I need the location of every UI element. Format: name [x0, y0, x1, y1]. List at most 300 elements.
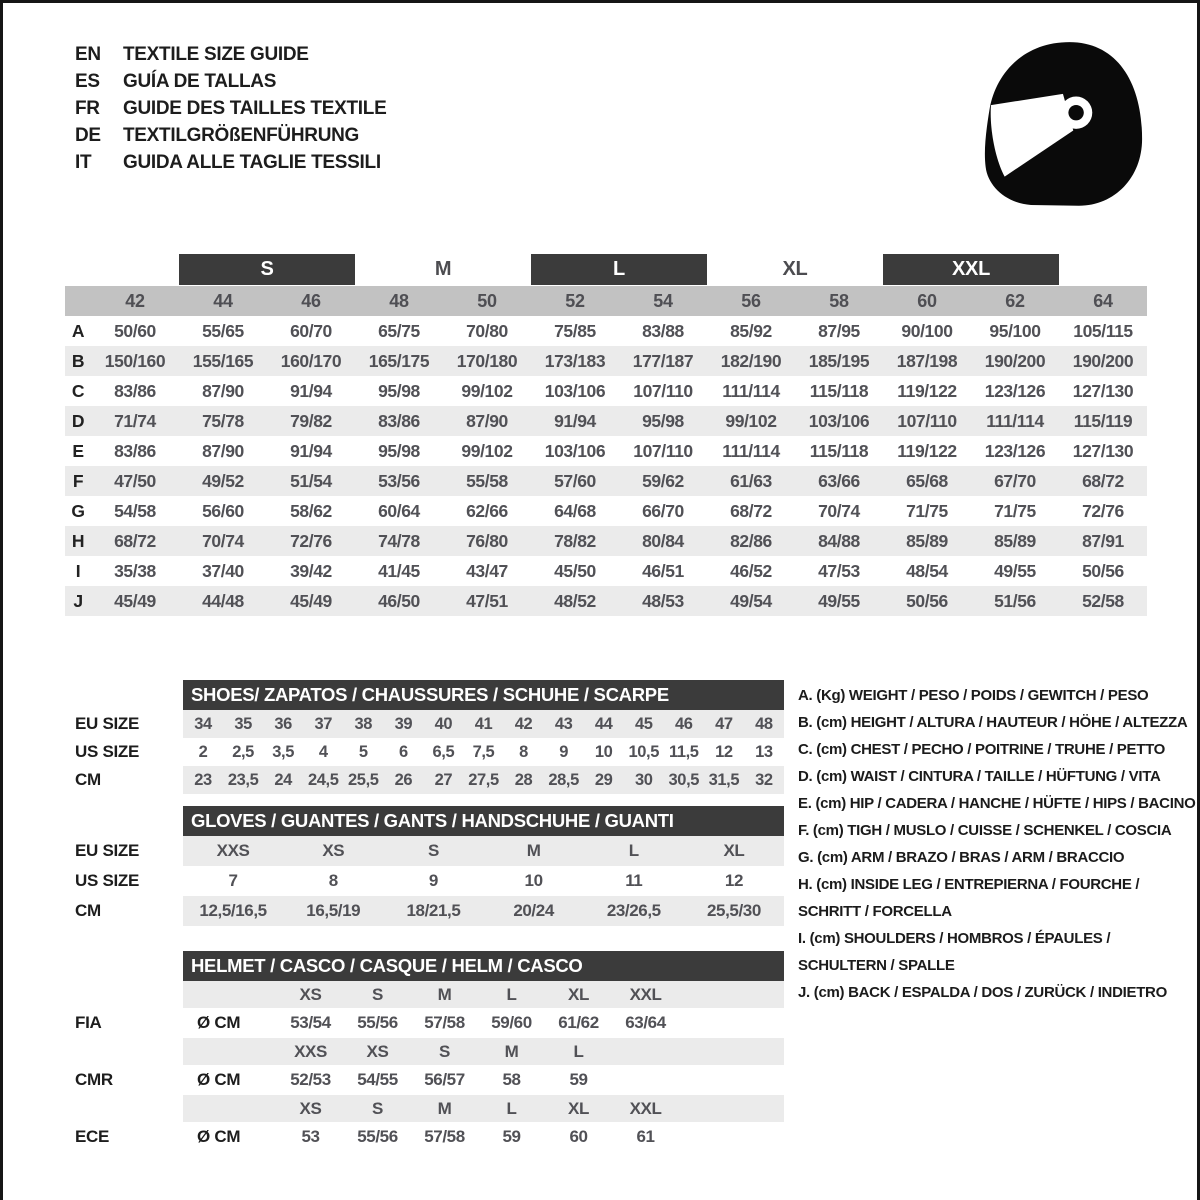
legend-item [798, 790, 1198, 817]
measure-value-cell: 50/60 [114, 320, 156, 341]
size-group-cell [355, 253, 531, 286]
measure-value-cell: 71/74 [91, 406, 179, 436]
helmet-diameter-value: 61/62 [558, 1013, 599, 1032]
measure-value-cell: 60/70 [290, 320, 332, 341]
measure-value-cell: 41/45 [378, 560, 420, 581]
measure-value-cell: 58/62 [290, 500, 332, 521]
helmet-size-cell: L [506, 1098, 517, 1118]
spacer [75, 1095, 179, 1122]
gloves-us-size: 9 [428, 871, 438, 890]
shoes-us-size: 6 [398, 742, 408, 761]
shoes-eu-size: 40 [434, 714, 453, 733]
legend-line: F. (cm) TIGH / MUSLO / CUISSE / SCHENKEL / COSCIA [798, 822, 1172, 839]
measure-value-cell: 85/92 [730, 320, 772, 341]
legend-item [798, 763, 1198, 790]
shoes-us-size: 10 [594, 742, 613, 761]
language-code: DE [75, 124, 101, 146]
legend-item [798, 844, 1198, 871]
measure-value-cell: 78/82 [531, 526, 619, 556]
helmet-size-cell: M [437, 1098, 452, 1118]
shoes-eu-size: 37 [314, 714, 332, 733]
measure-value-cell: 99/102 [461, 380, 513, 401]
measure-value-cell: 91/94 [290, 440, 332, 461]
gloves-us-size: 11 [625, 871, 643, 890]
measure-value-cell: 190/200 [1059, 346, 1147, 376]
helmet-size-cell: L [573, 1041, 584, 1061]
measure-value-cell: 46/51 [642, 560, 684, 581]
measure-value-cell: 55/65 [202, 320, 244, 341]
measure-value-cell: 72/76 [267, 526, 355, 556]
legend-item [798, 871, 1198, 925]
gloves-eu-size: XS [322, 841, 345, 860]
measure-value-cell: 63/66 [795, 466, 883, 496]
size-group-row [65, 253, 1147, 286]
size-group-cell [531, 253, 707, 286]
measure-value-cell: 123/126 [984, 440, 1046, 461]
measure-value-cell: 52/58 [1059, 586, 1147, 616]
measure-value-cell: 64/68 [554, 500, 596, 521]
shoes-eu-size-label: EU SIZE [75, 714, 140, 733]
measure-value-cell: 54/58 [114, 500, 156, 521]
numeric-size-cell: 54 [619, 286, 707, 316]
shoes-row-labels [75, 680, 179, 794]
measure-value-cell: 68/72 [91, 526, 179, 556]
gloves-eu-size: M [526, 841, 541, 860]
measure-value-cell: 37/40 [202, 560, 244, 581]
helmet-diameter-value: 55/56 [357, 1127, 398, 1146]
shoes-us-size: 2 [198, 742, 208, 761]
helmet-diameter-value: 56/57 [424, 1070, 465, 1089]
measure-value-cell: 68/72 [730, 500, 772, 521]
shoes-eu-size: 42 [514, 714, 533, 733]
measure-value-cell: 107/110 [883, 406, 971, 436]
measure-value-cell: 65/68 [883, 466, 971, 496]
shoes-cm-value: 30,5 [668, 770, 700, 789]
legend-line: E. (cm) HIP / CADERA / HANCHE / HÜFTE / HIPS / BACINO [798, 795, 1196, 812]
measure-value-cell: 85/89 [883, 526, 971, 556]
measure-value-cell: 95/98 [619, 406, 707, 436]
measure-value-cell: 45/49 [267, 586, 355, 616]
shoes-us-size: 12 [715, 742, 733, 761]
legend-line: SCHULTERN / SPALLE [798, 957, 955, 974]
helmet-diameter-value: 59 [502, 1127, 521, 1146]
helmet-value-row [183, 1008, 784, 1038]
measure-value-cell: 66/70 [642, 500, 684, 521]
legend-line: A. (Kg) WEIGHT / PESO / POIDS / GEWITCH / PESO [798, 687, 1149, 704]
helmet-diameter-label: Ø CM [197, 1070, 241, 1089]
measure-value-cell: 87/91 [1059, 526, 1147, 556]
helmet-size-cell: XXS [294, 1041, 327, 1061]
shoes-eu-size: 34 [194, 714, 212, 733]
helmet-size-cell: XXL [629, 984, 662, 1004]
measure-value-cell: 82/86 [707, 526, 795, 556]
measure-value-cell: 111/114 [971, 406, 1059, 436]
size-group-label: M [434, 258, 452, 280]
language-code: IT [75, 151, 92, 173]
helmet-value-row [183, 1065, 784, 1095]
measure-letter: C [71, 380, 85, 401]
size-group-cell [179, 253, 355, 286]
measure-value-cell: 99/102 [707, 406, 795, 436]
helmet-cmr-label: CMR [75, 1070, 113, 1089]
measure-value-cell: 103/106 [544, 440, 606, 461]
language-row [75, 41, 386, 68]
gloves-table [183, 806, 784, 926]
helmet-diameter-value: 61 [636, 1127, 655, 1146]
helmet-diameter-value: 57/58 [424, 1013, 465, 1032]
numeric-size-cell: 52 [531, 286, 619, 316]
measure-value-cell: 84/88 [795, 526, 883, 556]
numeric-size-cell: 50 [443, 286, 531, 316]
gloves-cm-value: 12,5/16,5 [199, 901, 267, 920]
gloves-us-size: 8 [328, 871, 338, 890]
gloves-cm-row [183, 896, 784, 926]
measure-value-cell: 60/64 [378, 500, 420, 521]
shoes-us-size: 11,5 [668, 742, 699, 761]
language-row [75, 95, 386, 122]
measure-row [65, 556, 1147, 586]
measure-value-cell: 95/100 [989, 320, 1041, 341]
apparel-size-table [65, 253, 1147, 616]
measure-value-cell: 115/118 [809, 380, 869, 401]
shoes-cm-value: 29 [594, 770, 613, 789]
shoes-us-size: 3,5 [272, 742, 295, 761]
numeric-size-cell: 62 [971, 286, 1059, 316]
gloves-us-size: 7 [228, 871, 238, 890]
measure-value-cell: 182/190 [707, 346, 795, 376]
helmet-size-cell: XS [299, 984, 322, 1004]
measure-value-cell: 71/75 [994, 500, 1036, 521]
measure-value-cell: 74/78 [355, 526, 443, 556]
measure-value-cell: 71/75 [906, 500, 948, 521]
measure-value-cell: 48/53 [619, 586, 707, 616]
measure-letter: D [65, 406, 91, 436]
helmet-value-row [183, 1122, 784, 1152]
shoes-us-size: 9 [559, 742, 568, 761]
numeric-size-cell: 60 [883, 286, 971, 316]
helmet-table-title: HELMET / CASCO / CASQUE / HELM / CASCO [183, 951, 784, 981]
gloves-cm-value: 25,5/30 [706, 901, 761, 920]
shoes-eu-size: 39 [394, 714, 413, 733]
shoes-cm-value: 31,5 [708, 770, 740, 789]
helmet-size-cell: M [437, 984, 452, 1004]
measure-value-cell: 39/42 [290, 560, 332, 581]
measure-value-cell: 150/160 [91, 346, 179, 376]
measure-value-cell: 50/56 [883, 586, 971, 616]
helmet-diameter-value: 53/54 [290, 1013, 331, 1032]
measure-letter: H [65, 526, 91, 556]
measure-value-cell: 70/74 [179, 526, 267, 556]
measure-value-cell: 95/98 [378, 380, 420, 401]
measure-value-cell: 83/86 [114, 440, 156, 461]
helmet-size-cell: S [439, 1041, 450, 1061]
helmet-diameter-value: 63/64 [625, 1013, 666, 1032]
measure-value-cell: 48/54 [906, 560, 948, 581]
measure-value-cell: 35/38 [114, 560, 156, 581]
measure-value-cell: 165/175 [355, 346, 443, 376]
shoes-eu-size: 45 [634, 714, 653, 733]
helmet-diameter-value: 53 [301, 1127, 320, 1146]
measure-value-cell: 47/50 [91, 466, 179, 496]
measure-value-cell: 115/118 [809, 440, 869, 461]
shoes-cm-row [183, 766, 784, 794]
helmet-size-row [183, 981, 784, 1008]
measure-value-cell: 99/102 [461, 440, 513, 461]
measure-value-cell: 155/165 [179, 346, 267, 376]
helmet-diameter-value: 55/56 [357, 1013, 398, 1032]
shoes-eu-size: 38 [354, 714, 373, 733]
legend-item [798, 682, 1198, 709]
measure-letter: J [65, 586, 91, 616]
legend-line: B. (cm) HEIGHT / ALTURA / HAUTEUR / HÖHE / ALTEZZA [798, 714, 1188, 731]
shoes-us-size: 6,5 [432, 742, 455, 761]
language-row [75, 68, 386, 95]
helmet-ece-label: ECE [75, 1127, 110, 1146]
legend-item [798, 925, 1198, 979]
gloves-cm-value: 18/21,5 [406, 901, 461, 920]
numeric-size-cell: 44 [179, 286, 267, 316]
helmet-diameter-value: 58 [502, 1070, 521, 1089]
numeric-size-cell: 58 [795, 286, 883, 316]
legend-line: C. (cm) CHEST / PECHO / POITRINE / TRUHE / PETTO [798, 741, 1166, 758]
gloves-table-title: GLOVES / GUANTES / GANTS / HANDSCHUHE / GUANTI [183, 806, 784, 836]
shoes-cm-value: 27 [434, 770, 453, 789]
measure-value-cell: 103/106 [544, 380, 606, 401]
measure-value-cell: 127/130 [1072, 380, 1134, 401]
helmet-diameter-label: Ø CM [197, 1013, 241, 1032]
shoes-us-size: 13 [755, 742, 773, 761]
gloves-eu-size: XXS [216, 841, 250, 860]
shoes-cm-value: 23 [194, 770, 212, 789]
legend-line: J. (cm) BACK / ESPALDA / DOS / ZURÜCK / INDIETRO [798, 984, 1167, 1001]
measure-value-cell: 119/122 [897, 440, 957, 461]
helmet-diameter-value: 59 [569, 1070, 588, 1089]
legend-line: G. (cm) ARM / BRAZO / BRAS / ARM / BRACCIO [798, 849, 1125, 866]
measure-value-cell: 48/52 [531, 586, 619, 616]
measure-value-cell: 90/100 [901, 320, 953, 341]
shoes-cm-value: 25,5 [348, 770, 379, 789]
numeric-size-cell: 46 [267, 286, 355, 316]
shoes-cm-value: 24 [274, 770, 292, 789]
language-title-list [75, 41, 386, 176]
shoes-eu-size: 43 [554, 714, 573, 733]
guide-title: GUÍA DE TALLAS [123, 70, 277, 92]
shoes-table [183, 680, 784, 794]
shoes-us-size: 2,5 [232, 742, 254, 761]
helmet-size-row [183, 1038, 784, 1065]
measure-letter: G [71, 500, 85, 521]
helmet-size-row [183, 1095, 784, 1122]
gloves-eu-size: S [427, 841, 439, 860]
measure-value-cell: 83/86 [114, 380, 156, 401]
gloves-cm-value: 20/24 [513, 901, 554, 920]
guide-title: TEXTILGRÖßENFÜHRUNG [123, 124, 360, 146]
measure-value-cell: 46/50 [355, 586, 443, 616]
helmet-size-cell: L [506, 984, 517, 1004]
measure-value-cell: 57/60 [531, 466, 619, 496]
measure-value-cell: 65/75 [378, 320, 420, 341]
measure-value-cell: 70/80 [466, 320, 508, 341]
measure-value-cell: 50/56 [1082, 560, 1124, 581]
spacer [75, 951, 179, 981]
measure-value-cell: 107/110 [633, 380, 693, 401]
numeric-size-cell: 42 [91, 286, 179, 316]
measure-value-cell: 53/56 [355, 466, 443, 496]
measure-value-cell: 115/119 [1059, 406, 1147, 436]
gloves-us-size: 12 [724, 871, 743, 890]
helmet-size-cell: XS [299, 1098, 322, 1118]
language-code: ES [75, 70, 100, 92]
shoes-us-size: 5 [358, 742, 368, 761]
measure-value-cell: 95/98 [378, 440, 420, 461]
measure-value-cell: 43/47 [466, 560, 508, 581]
measure-value-cell: 56/60 [202, 500, 244, 521]
measure-row [65, 496, 1147, 526]
language-row [75, 149, 386, 176]
guide-title: TEXTILE SIZE GUIDE [123, 43, 309, 65]
measure-value-cell: 83/88 [642, 320, 684, 341]
legend-item [798, 817, 1198, 844]
helmet-diameter-value: 59/60 [491, 1013, 532, 1032]
measure-row [65, 526, 1147, 556]
gloves-us-row [183, 866, 784, 896]
gloves-eu-size: XL [723, 841, 745, 860]
measure-value-cell: 173/183 [531, 346, 619, 376]
measure-value-cell: 62/66 [466, 500, 508, 521]
spacer [75, 680, 179, 710]
measure-value-cell: 91/94 [290, 380, 332, 401]
measure-row [65, 466, 1147, 496]
shoes-eu-size: 41 [474, 714, 493, 733]
legend-item [798, 979, 1198, 1006]
measure-value-cell: 44/48 [179, 586, 267, 616]
language-row [75, 122, 386, 149]
shoes-eu-size: 44 [594, 714, 613, 733]
measure-value-cell: 177/187 [619, 346, 707, 376]
measure-value-cell: 55/58 [443, 466, 531, 496]
measure-value-cell: 61/63 [707, 466, 795, 496]
empty-cell [1059, 253, 1147, 286]
measure-value-cell: 111/114 [722, 440, 780, 461]
gloves-cm-label: CM [75, 901, 101, 920]
measure-value-cell: 72/76 [1082, 500, 1124, 521]
measurement-legend [798, 682, 1198, 1006]
measure-value-cell: 51/54 [267, 466, 355, 496]
measure-value-cell: 185/195 [795, 346, 883, 376]
measure-value-cell: 49/55 [994, 560, 1036, 581]
shoes-eu-row [183, 710, 784, 738]
measure-value-cell: 160/170 [267, 346, 355, 376]
shoes-cm-value: 28,5 [548, 770, 579, 789]
measure-value-cell: 49/55 [795, 586, 883, 616]
measure-letter: I [75, 560, 81, 581]
measure-value-cell: 80/84 [619, 526, 707, 556]
shoes-eu-size: 36 [274, 714, 292, 733]
gloves-eu-size-label: EU SIZE [75, 841, 140, 860]
measure-value-cell: 190/200 [971, 346, 1059, 376]
gloves-us-size: 10 [524, 871, 543, 890]
size-group-bar: XXL [883, 254, 1059, 285]
measure-row [65, 346, 1147, 376]
shoes-us-row [183, 738, 784, 766]
numeric-size-row [65, 286, 1147, 316]
helmet-size-cell: M [504, 1041, 519, 1061]
gloves-eu-size: L [628, 841, 639, 860]
legend-line: D. (cm) WAIST / CINTURA / TAILLE / HÜFTUNG / VITA [798, 768, 1161, 785]
measure-value-cell: 76/80 [443, 526, 531, 556]
helmet-size-cell: XS [366, 1041, 389, 1061]
measure-value-cell: 47/53 [818, 560, 860, 581]
measure-value-cell: 187/198 [883, 346, 971, 376]
measure-value-cell: 79/82 [267, 406, 355, 436]
numeric-size-cell: 48 [355, 286, 443, 316]
helmet-table [183, 951, 784, 1152]
shoes-us-size-label: US SIZE [75, 742, 140, 761]
measure-value-cell: 83/86 [355, 406, 443, 436]
measure-value-cell: 70/74 [818, 500, 860, 521]
helmet-diameter-value: 60 [569, 1127, 588, 1146]
helmet-diameter-value: 54/55 [357, 1070, 398, 1089]
measure-row [65, 316, 1147, 346]
size-group-cell [707, 253, 883, 286]
measure-value-cell: 123/126 [984, 380, 1046, 401]
size-group-bar: S [179, 254, 355, 285]
measure-value-cell: 87/90 [202, 380, 244, 401]
empty-cell [65, 286, 91, 316]
shoes-cm-value: 27,5 [468, 770, 499, 789]
shoes-eu-size: 48 [755, 714, 773, 733]
numeric-size-cell: 64 [1059, 286, 1147, 316]
shoes-cm-label: CM [75, 770, 101, 789]
language-code: FR [75, 97, 100, 119]
shoes-eu-size: 47 [715, 714, 733, 733]
guide-title: GUIDE DES TAILLES TEXTILE [123, 97, 387, 119]
helmet-diameter-value: 52/53 [290, 1070, 331, 1089]
legend-line: I. (cm) SHOULDERS / HOMBROS / ÉPAULES / [798, 930, 1111, 947]
helmet-size-cell: XL [568, 984, 589, 1004]
helmet-size-cell: XL [568, 1098, 589, 1118]
measure-value-cell: 127/130 [1072, 440, 1134, 461]
language-code: EN [75, 43, 101, 65]
measure-row [65, 406, 1147, 436]
measure-value-cell: 87/95 [818, 320, 860, 341]
shoes-eu-size: 46 [675, 714, 693, 733]
measure-row [65, 586, 1147, 616]
size-group-cell [883, 253, 1059, 286]
shoes-cm-value: 30 [634, 770, 653, 789]
shoes-eu-size: 35 [234, 714, 252, 733]
shoes-us-size: 4 [318, 742, 328, 761]
helmet-size-cell: S [372, 1098, 383, 1118]
measure-value-cell: 45/50 [554, 560, 596, 581]
shoes-us-size: 8 [519, 742, 528, 761]
measure-value-cell: 51/56 [971, 586, 1059, 616]
guide-title: GUIDA ALLE TAGLIE TESSILI [123, 151, 381, 173]
measure-value-cell: 87/90 [202, 440, 244, 461]
helmet-size-cell: S [372, 984, 383, 1004]
measure-value-cell: 119/122 [897, 380, 957, 401]
spacer [75, 806, 179, 836]
measure-value-cell: 91/94 [531, 406, 619, 436]
measure-value-cell: 87/90 [443, 406, 531, 436]
empty-cell [65, 253, 179, 286]
legend-item [798, 709, 1198, 736]
gloves-row-labels [75, 806, 179, 926]
measure-value-cell: 49/52 [179, 466, 267, 496]
measure-value-cell: 85/89 [971, 526, 1059, 556]
shoes-cm-value: 32 [755, 770, 773, 789]
gloves-us-size-label: US SIZE [75, 871, 140, 890]
